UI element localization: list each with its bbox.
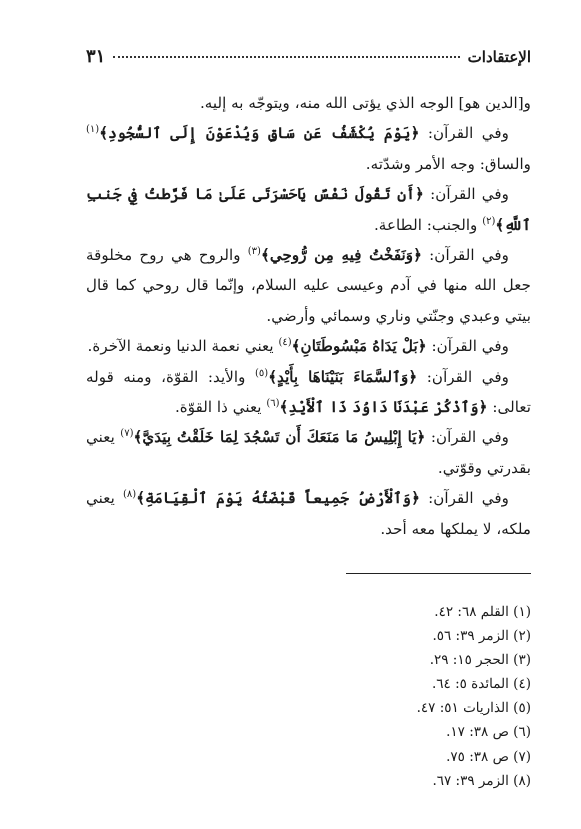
footnote-ref-6: (٦) [266,398,280,409]
paragraph-6-text: يعني ذا القوّة. [174,398,267,417]
paragraph-4-lead: وفي القرآن: [422,246,509,265]
footnote-ref-5: (٥) [255,367,269,379]
footnotes-list [231,600,531,793]
quran-verse-2: ﴿أَن تَقُولَ نَفْسٌ يَاحَسْرَتَى عَلَىٰ مَا فَرَّطتُ فِي جَنبِ ٱللَّهِ﴾ [86,185,531,234]
paragraph-3 [86,179,531,240]
running-title: الإعتقادات [467,48,531,66]
header-dot-leader [113,56,459,58]
paragraph-5-lead: وفي القرآن: [426,337,509,356]
paragraph-4 [86,240,531,331]
body-text [86,88,531,544]
quran-verse-6: ﴿وَٱذْكُرْ عَبْدَنَا دَاوُدَ ذَا ٱلْأَيْدِ﴾ [279,398,488,417]
footnote-2: (٢) الزمر ٣٩: ٥٦. [432,628,531,645]
footnote-ref-8: (٨) [123,489,137,501]
footnote-separator [346,573,531,574]
quran-verse-3: ﴿وَنَفَخْتُ فِيهِ مِن رُّوحِي﴾ [260,246,422,265]
footnote-ref-1: (١) [86,124,100,136]
footnote-4: (٤) المائدة ٥: ٦٤. [431,676,531,693]
paragraph-5 [86,331,531,361]
paragraph-3-text: والجنب: الطاعة. [373,215,483,234]
paragraph-5-text: يعني نعمة الدنيا ونعمة الآخرة. [87,337,279,356]
paragraph-2 [86,118,531,179]
quran-verse-8: ﴿وَٱلْأَرْضُ جَمِيعاً قَبْضَتُهُ يَوْمَ ٱلْقِيَامَةِ﴾ [136,489,420,508]
footnote-5: (٥) الذاريات ٥١: ٤٧. [416,700,531,717]
footnote-ref-4: (٤) [278,337,292,349]
quran-verse-5: ﴿وَٱلسَّمَاءَ بَنَيْنَاهَا بِأَيْدٍ﴾ [268,367,418,386]
paragraph-6-mid: والأيد: القوّة، ومنه قوله تعالى: [86,367,531,417]
footnote-3: (٣) الحجر ١٥: ٢٩. [429,652,531,669]
paragraph-8 [86,483,531,544]
paragraph-2-text: والساق: وجه الأمر وشدّته. [365,154,531,173]
paragraph-3-lead: وفي القرآن: [423,185,509,204]
paragraph-2-lead: وفي القرآن: [419,124,509,143]
quran-verse-7: ﴿يَا إِبْلِيسُ مَا مَنَعَكَ أَن تَسْجُدَ لِمَا خَلَقْتُ بِيَدَيَّ﴾ [133,428,426,447]
paragraph-1 [86,88,531,118]
paragraph-6 [86,362,531,423]
paragraph-7 [86,422,531,483]
footnote-6: (٦) ص ٣٨: ١٧. [446,724,531,741]
footnote-1: (١) القلم ٦٨: ٤٢. [434,604,531,620]
paragraph-7-text: يعني بقدرتي وقوّتي. [86,428,531,477]
paragraph-7-lead: وفي القرآن: [425,428,510,447]
quran-verse-1: ﴿يَوْمَ يُكْشَفُ عَن سَاقٍ وَيُدْعَوْنَ إِلَى ٱلسُّجُودِ﴾ [99,124,420,143]
footnote-8: (٨) الزمر ٣٩: ٦٧. [432,772,531,789]
paragraph-6-lead: وفي القرآن: [417,367,510,386]
footnote-7: (٧) ص ٣٨: ٧٥. [446,748,531,765]
page-number: ٣١ [86,46,106,67]
footnote-ref-2: (٢) [482,215,496,227]
paragraph-8-text: يعني ملكه، لا يملكها معه أحد. [86,489,531,538]
paragraph-1-text: و[الدين هو] الوجه الذي يؤتى الله منه، ويتوجّه به إليه. [199,94,531,112]
paragraph-4-text: والروح هي روح مخلوقة جعل الله منها في آدم وعيسى عليه السلام، وإنّما قال روحي كما قال بيتي وعبدي وجنّتي وناري وسمائي وأرضي. [86,246,531,325]
paragraph-8-lead: وفي القرآن: [419,489,510,508]
running-header [86,46,531,72]
footnote-ref-3: (٣) [247,245,261,257]
quran-verse-4: ﴿بَلْ يَدَاهُ مَبْسُوطَتَانِ﴾ [291,337,427,356]
footnote-ref-7: (٧) [120,428,134,440]
